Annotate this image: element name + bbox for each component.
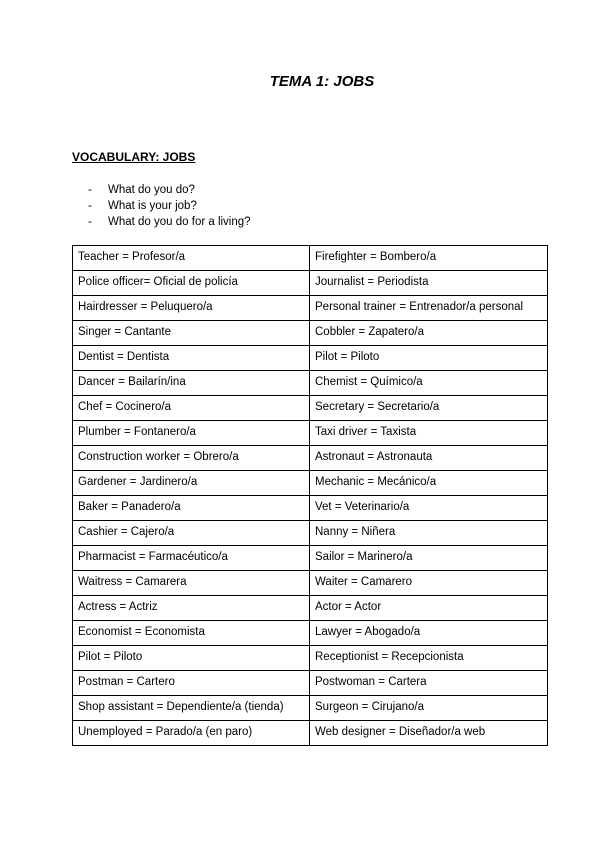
question-item — [88, 198, 251, 214]
table-cell: Actress = Actriz — [73, 596, 310, 621]
section-heading: VOCABULARY: JOBS — [72, 150, 196, 164]
table-cell: Postwoman = Cartera — [310, 671, 548, 696]
table-cell: Construction worker = Obrero/a — [73, 446, 310, 471]
table-row — [73, 521, 548, 546]
table-cell: Economist = Economista — [73, 621, 310, 646]
table-cell: Gardener = Jardinero/a — [73, 471, 310, 496]
table-cell: Unemployed = Parado/a (en paro) — [73, 721, 310, 746]
table-row — [73, 371, 548, 396]
table-cell: Astronaut = Astronauta — [310, 446, 548, 471]
table-cell: Pilot = Piloto — [310, 346, 548, 371]
table-cell: Police officer= Oficial de policía — [73, 271, 310, 296]
question-text: What do you do? — [108, 184, 195, 196]
table-cell: Plumber = Fontanero/a — [73, 421, 310, 446]
table-cell: Cobbler = Zapatero/a — [310, 321, 548, 346]
table-cell: Shop assistant = Dependiente/a (tienda) — [73, 696, 310, 721]
question-list — [88, 182, 251, 230]
table-cell: Surgeon = Cirujano/a — [310, 696, 548, 721]
table-row — [73, 671, 548, 696]
table-cell: Nanny = Niñera — [310, 521, 548, 546]
table-cell: Cashier = Cajero/a — [73, 521, 310, 546]
table-cell: Singer = Cantante — [73, 321, 310, 346]
table-row — [73, 546, 548, 571]
question-text: What do you do for a living? — [108, 216, 251, 228]
vocabulary-table — [72, 245, 548, 746]
table-row — [73, 296, 548, 321]
table-cell: Waitress = Camarera — [73, 571, 310, 596]
table-cell: Vet = Veterinario/a — [310, 496, 548, 521]
table-cell: Personal trainer = Entrenador/a personal — [310, 296, 548, 321]
table-row — [73, 271, 548, 296]
table-cell: Firefighter = Bombero/a — [310, 246, 548, 271]
table-cell: Mechanic = Mecánico/a — [310, 471, 548, 496]
table-cell: Journalist = Periodista — [310, 271, 548, 296]
table-cell: Hairdresser = Peluquero/a — [73, 296, 310, 321]
table-cell: Web designer = Diseñador/a web — [310, 721, 548, 746]
table-row — [73, 496, 548, 521]
bullet-dash: - — [88, 184, 92, 196]
table-cell: Pilot = Piloto — [73, 646, 310, 671]
table-cell: Chemist = Químico/a — [310, 371, 548, 396]
question-item — [88, 214, 251, 230]
table-cell: Dentist = Dentista — [73, 346, 310, 371]
table-row — [73, 421, 548, 446]
table-row — [73, 571, 548, 596]
bullet-dash: - — [88, 216, 92, 228]
table-cell: Lawyer = Abogado/a — [310, 621, 548, 646]
table-cell: Actor = Actor — [310, 596, 548, 621]
table-row — [73, 721, 548, 746]
question-text: What is your job? — [108, 200, 197, 212]
table-row — [73, 696, 548, 721]
page-title: TEMA 1: JOBS — [269, 73, 375, 90]
bullet-dash: - — [88, 200, 92, 212]
table-cell: Pharmacist = Farmacéutico/a — [73, 546, 310, 571]
table-row — [73, 621, 548, 646]
table-cell: Sailor = Marinero/a — [310, 546, 548, 571]
table-cell: Teacher = Profesor/a — [73, 246, 310, 271]
table-row — [73, 396, 548, 421]
table-cell: Chef = Cocinero/a — [73, 396, 310, 421]
table-row — [73, 471, 548, 496]
table-cell: Baker = Panadero/a — [73, 496, 310, 521]
question-item — [88, 182, 251, 198]
table-cell: Secretary = Secretario/a — [310, 396, 548, 421]
table-cell: Receptionist = Recepcionista — [310, 646, 548, 671]
table-row — [73, 346, 548, 371]
table-cell: Dancer = Bailarín/ina — [73, 371, 310, 396]
table-cell: Taxi driver = Taxista — [310, 421, 548, 446]
table-cell: Postman = Cartero — [73, 671, 310, 696]
table-row — [73, 646, 548, 671]
table-row — [73, 321, 548, 346]
table-cell: Waiter = Camarero — [310, 571, 548, 596]
table-row — [73, 446, 548, 471]
table-row — [73, 246, 548, 271]
table-row — [73, 596, 548, 621]
